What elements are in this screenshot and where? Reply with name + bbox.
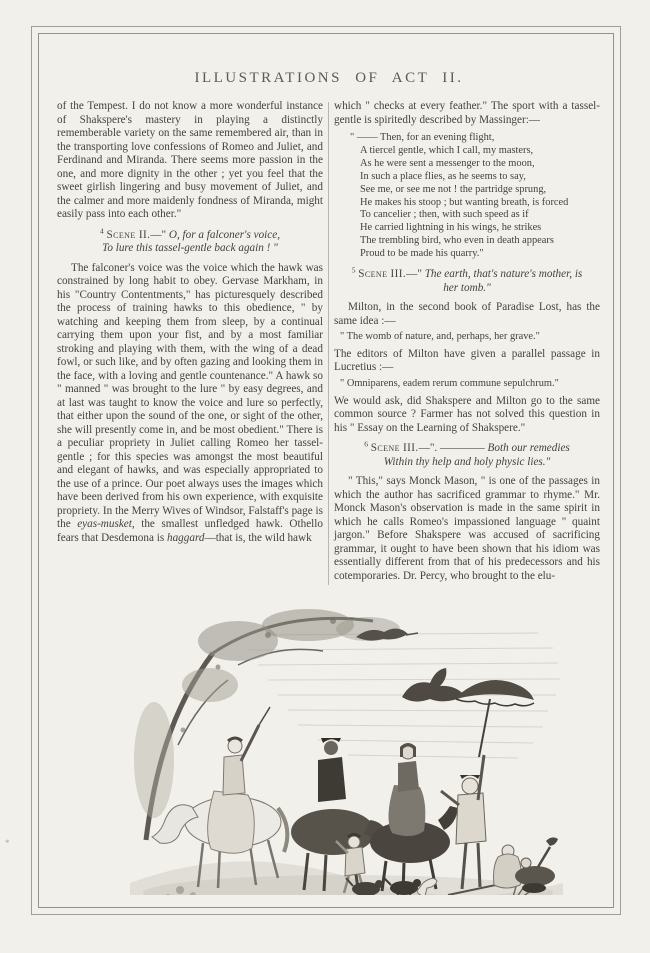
verse-line: Proud to be made his quarry." — [360, 248, 484, 260]
paragraph-milton: Milton, in the second book of Paradise Lost, has the same idea :— — [334, 301, 600, 327]
two-column-text — [57, 100, 601, 585]
paragraph-falconer: The falconer's voice was the voice which the hawk was constrained by long habit to obey. Gervase Markham, in his "Country Contentments," has picturesquely described the process of training hawks to this obedience, " by watching and keeping them from sleep, by a continual carrying them upon your fist, and by a most familiar stroking and playing with them, with the wing of a dead fowl, or such like, and by often gazing and looking them in the face, with a loving and gentle countenance." A hawk so " manned " was brought to the lure " by easy degrees, and at last was taught to know the voice and lure so perfectly, that either upon the sound of the one, or sight of the other, she will presently come in, and be most obedient." There is a peculiar propriety in Juliet calling Romeo her tassel-gentle ; for this species was amongst the most beautiful and elegant of hawks, and was especially appropriated to the use of a prince. Our poet always uses the images which have been derived from his own experience, with exquisite propriety. In the Merry Wives of Windsor, Falstaff's page is the eyas-musket, the smallest unfledged hawk. Othello fears that Desdemona is haggard—that is, the wild hawk — [57, 261, 323, 544]
verse-line: As he were sent a messenger to the moon, — [360, 157, 535, 169]
hawk-bird-lower — [402, 668, 465, 702]
verse-line: A tiercel gentle, which I call, my masters, — [360, 144, 534, 156]
verse-line: See me, or see me not ! the partridge sprung, — [360, 183, 547, 195]
page-content — [57, 70, 601, 900]
scene-separator: —". ———— — [418, 442, 488, 455]
scene-quote-line2: her tomb." — [443, 281, 491, 294]
term-haggard: haggard — [166, 531, 205, 544]
scene-separator: —" — [406, 268, 425, 281]
right-column — [334, 100, 600, 585]
massinger-verse — [350, 132, 600, 261]
scene-heading-5 — [334, 265, 600, 295]
footnote-ref-4: 4 — [99, 225, 104, 235]
footnote-ref-5: 5 — [351, 265, 356, 275]
verse-line: He carried lightning in his wings, he strikes — [360, 222, 542, 234]
paragraph-editors: The editors of Milton have given a parallel passage in Lucretius :— — [334, 347, 600, 374]
verse-line: He makes his stoop ; but wanting breath, is forced — [360, 196, 569, 208]
scene-heading-4 — [57, 225, 323, 256]
column-divider-rule — [328, 102, 329, 585]
scene-quote-line1: The earth, that's nature's mother, is — [424, 268, 583, 281]
white-horse-and-lady — [152, 707, 287, 888]
scene-separator: —" — [150, 228, 169, 241]
term-eyas-musket: eyas-musket — [77, 518, 132, 530]
verse-line: To cancelier ; then, with such speed as if — [360, 209, 529, 221]
scene-heading-6 — [334, 439, 600, 469]
scene-label: Scene III. — [358, 268, 407, 281]
footnote-ref-6: 6 — [364, 439, 368, 449]
hawking-party-engraving — [118, 595, 568, 900]
quote-omniparens: " Omniparens, eadem rerum commune sepulchrum." — [340, 377, 559, 389]
scene-quote-line1: O, for a falconer's voice, — [168, 228, 280, 241]
margin-mark: * — [5, 838, 10, 848]
paragraph-tempest: of the Tempest. I do not know a more wonderful instance of Shakspere's mastery in playing a distinctly rememberable variety on the same remembered air, than in the transporting love confessions of Romeo and Juliet, and Ferdinand and Miranda. There seems more passion in the one, and more dignity in the other ; yet you feel that the sweet girlish lingering and busy movement of Juliet, and the calmer and more maidenly fondness of Miranda, might easily pass into each other." — [57, 100, 323, 220]
page-title: ILLUSTRATIONS OF ACT II. — [194, 70, 464, 86]
scene-label: Scene III. — [370, 442, 419, 455]
paragraph-common-source: We would ask, did Shakspere and Milton go to the same common source ? Farmer has not solved this question in his " Essay on the Learning of Shakspere." — [334, 394, 600, 434]
scene-quote-line2: To lure this tassel-gentle back again ! " — [102, 242, 278, 254]
scene-quote-line2: Within thy help and holy physic lies." — [383, 455, 551, 468]
paragraph-checks: which " checks at every feather." The sport with a tassel-gentle is spiritedly described by Massinger:— — [334, 100, 600, 126]
scene-label: Scene II. — [106, 228, 151, 241]
verse-line: The trembling bird, who even in death appears — [360, 235, 554, 247]
seated-figures — [494, 838, 559, 894]
paragraph-monck-mason: " This," says Monck Mason, " is one of the passages in which the author has sacrificed grammar to rhyme." Mr. Monck Mason's observation is made in the same spirit in which he calls Romeo's impassioned language " quaint jargon." Before Shakspere was accused of sacrificing grammar, it ought to have been shown that his idiom was essentially different from that of his predecessors and his cotemporaries. Dr. Percy, who brought to the elu- — [334, 475, 600, 582]
quote-womb-of-nature: " The womb of nature, and, perhaps, her grave." — [340, 331, 540, 343]
left-column — [57, 100, 323, 585]
scene-quote-line1: Both our remedies — [487, 442, 570, 455]
verse-line: In such a place flies, as he seems to say, — [360, 170, 526, 182]
verse-line: " —— Then, for an evening flight, — [350, 132, 495, 143]
